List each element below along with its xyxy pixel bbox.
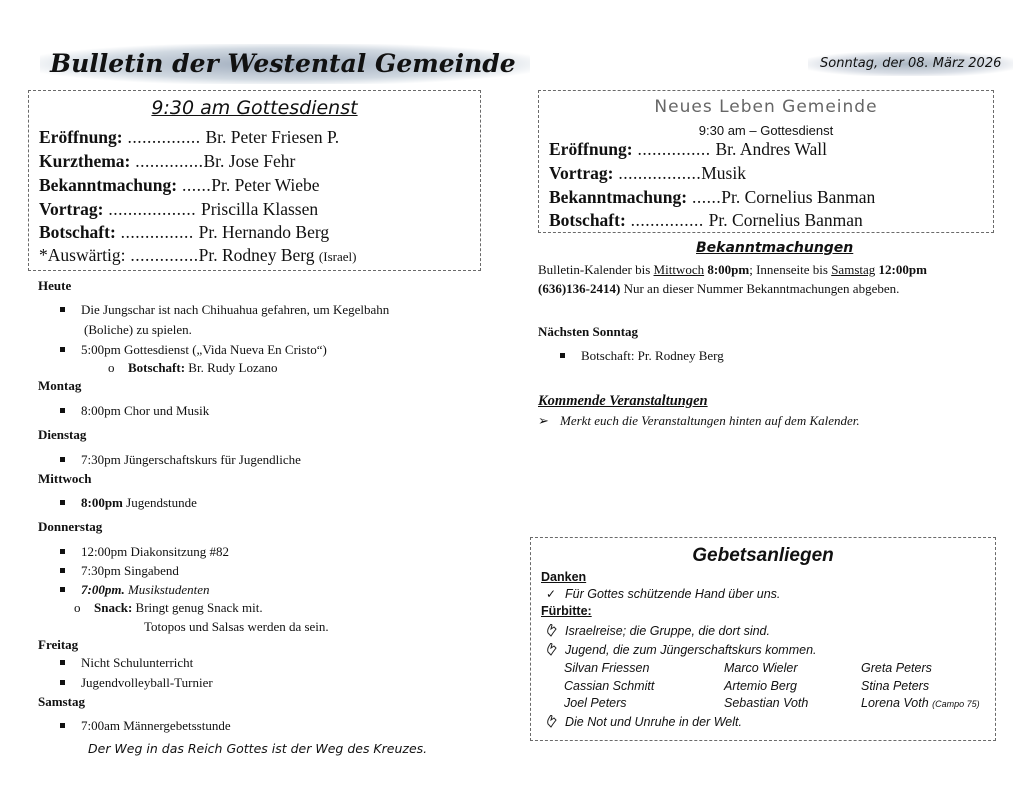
bullet-square-icon [60, 680, 65, 685]
item-text: Jugend, die zum Jüngerschaftskurs kommen. [565, 643, 817, 657]
neues-row [549, 139, 827, 160]
day-heading-thursday: Donnerstag [38, 519, 103, 534]
day-heading-wednesday: Mittwoch [38, 471, 92, 486]
list-item [60, 675, 213, 691]
service-heading: 9:30 am Gottesdienst [151, 97, 358, 119]
praying-hands-icon [537, 624, 565, 638]
role-dots: ...... [177, 175, 212, 195]
item-text: 7:30pm Jüngerschaftskurs für Jugendliche [81, 452, 301, 467]
ann-phone: (636)136-2414) [538, 281, 621, 296]
bullet-square-icon [60, 549, 65, 554]
list-item [60, 302, 389, 318]
list-item [60, 544, 229, 560]
list-item [60, 563, 179, 579]
ann-day: Mittwoch [653, 262, 705, 277]
role-label: Bekanntmachung: [39, 175, 178, 195]
role-label: Kurzthema: [39, 151, 131, 171]
arrow-bullet-icon: ➢ [538, 413, 549, 428]
bulletin-title: Bulletin der Westental Gemeinde [40, 44, 530, 84]
service-box [28, 90, 481, 271]
service-row [39, 199, 318, 220]
role-label: Botschaft: [39, 222, 116, 242]
item-text: Merkt euch die Veranstaltungen hinten auf dem Kalender. [560, 413, 860, 428]
role-label: Vortrag: [549, 163, 614, 183]
bullet-square-icon [60, 587, 65, 592]
announcement-line-2 [538, 281, 899, 297]
item-text: 7:00am Männergebetsstunde [81, 718, 231, 733]
checkmark-icon: ✓ [545, 587, 557, 601]
prayer-name [861, 696, 980, 710]
sub-label: Botschaft: [128, 360, 186, 375]
role-dots: .............. [125, 245, 199, 265]
list-item [560, 348, 724, 364]
ann-text: ; Innenseite bis [749, 262, 832, 277]
neues-row [549, 187, 875, 208]
role-dots: ............... [115, 222, 199, 242]
role-dots: ............... [632, 139, 716, 159]
thanks-heading: Danken [541, 570, 587, 584]
ann-time: 8:00pm [704, 262, 750, 277]
prayer-name: Cassian Schmitt [564, 679, 655, 693]
role-dots: .................. [103, 199, 201, 219]
events-heading: Kommende Veranstaltungen [538, 393, 708, 409]
role-dots: .............. [130, 151, 204, 171]
role-name: Br. Peter Friesen P. [205, 127, 340, 147]
list-item [60, 582, 210, 598]
role-name: Pr. Cornelius Banman [708, 210, 863, 230]
role-label: *Auswärtig: [39, 245, 126, 265]
name-text: Lorena Voth [861, 696, 929, 710]
list-item [60, 718, 231, 734]
day-heading-tuesday: Dienstag [38, 427, 87, 442]
bullet-square-icon [60, 500, 65, 505]
neues-leben-title: Neues Leben Gemeinde [654, 97, 878, 117]
bullet-square-icon [60, 568, 65, 573]
day-heading-today: Heute [38, 278, 72, 293]
bullet-square-icon [60, 408, 65, 413]
item-text: Musikstudenten [127, 582, 210, 597]
announcement-line-1 [538, 262, 927, 278]
sub-label: Snack: [94, 600, 133, 615]
next-sunday-heading: Nächsten Sonntag [538, 324, 639, 339]
service-row [39, 175, 320, 196]
praying-hands-icon [537, 715, 565, 729]
role-label: Bekanntmachung: [549, 187, 688, 207]
item-text: 12:00pm Diakonsitzung #82 [81, 544, 230, 559]
neues-leben-box [538, 90, 994, 233]
day-heading-monday: Montag [38, 378, 82, 393]
role-dots: ............... [625, 210, 709, 230]
list-item [538, 413, 860, 429]
bullet-circle-icon: o [74, 600, 81, 615]
item-text: 5:00pm Gottesdienst („Vida Nueva En Cristo“) [81, 342, 327, 357]
item-text: 8:00pm Chor und Musik [81, 403, 210, 418]
ann-day: Samstag [831, 262, 876, 277]
prayer-name: Greta Peters [861, 661, 932, 675]
prayer-name: Sebastian Voth [724, 696, 809, 710]
list-item [60, 655, 193, 671]
bullet-square-icon [60, 660, 65, 665]
bullet-square-icon [560, 353, 565, 358]
sub-value: Br. Rudy Lozano [188, 360, 278, 375]
bullet-square-icon [60, 457, 65, 462]
item-text: Nicht Schulunterricht [81, 655, 194, 670]
role-name: Br. Andres Wall [715, 139, 828, 159]
item-continuation: (Boliche) zu spielen. [84, 322, 192, 337]
service-row [39, 151, 295, 172]
list-item [60, 342, 327, 358]
announcements-title: Bekanntmachungen [696, 240, 854, 256]
service-row [39, 222, 329, 243]
bullet-square-icon [60, 723, 65, 728]
ann-text: Bulletin-Kalender bis [538, 262, 654, 277]
bulletin-date: Sonntag, der 08. März 2026 [808, 52, 1013, 76]
prayer-name: Marco Wieler [724, 661, 798, 675]
day-heading-saturday: Samstag [38, 694, 85, 709]
item-text: Botschaft: Pr. Rodney Berg [581, 348, 724, 363]
service-row [39, 245, 356, 266]
role-label: Vortrag: [39, 199, 104, 219]
thanks-item [537, 587, 780, 601]
role-name: Musik [701, 163, 746, 183]
neues-row [549, 210, 863, 231]
item-time: 7:00pm. [81, 582, 125, 597]
motto-text: Der Weg in das Reich Gottes ist der Weg des Kreuzes. [88, 741, 428, 756]
item-text: Jugendstunde [126, 495, 197, 510]
role-label: Botschaft: [549, 210, 626, 230]
name-note: (Campo 75) [932, 699, 980, 709]
prayer-name: Joel Peters [564, 696, 627, 710]
role-name: Br. Jose Fehr [203, 151, 296, 171]
service-row [39, 127, 339, 148]
item-text: Israelreise; die Gruppe, die dort sind. [565, 624, 770, 638]
list-item [60, 403, 209, 419]
item-time: 8:00pm [81, 495, 123, 510]
role-note: (Israel) [318, 249, 357, 264]
item-text: Die Jungschar ist nach Chihuahua gefahren, um Kegelbahn [81, 302, 390, 317]
bullet-square-icon [60, 347, 65, 352]
role-dots: ................. [613, 163, 702, 183]
prayer-title: Gebetsanliegen [692, 545, 834, 566]
day-heading-friday: Freitag [38, 637, 79, 652]
role-label: Eröffnung: [39, 127, 123, 147]
neues-row [549, 163, 746, 184]
role-name: Pr. Hernando Berg [198, 222, 330, 242]
role-label: Eröffnung: [549, 139, 633, 159]
role-name: Pr. Cornelius Banman [721, 187, 876, 207]
ann-text: Nur an dieser Nummer Bekanntmachungen abgeben. [620, 281, 900, 296]
ann-time: 12:00pm [875, 262, 927, 277]
list-item [60, 452, 301, 468]
sub-value: Bringt genug Snack mit. [135, 600, 263, 615]
item-text: Für Gottes schützende Hand über uns. [565, 587, 781, 601]
prayer-name: Stina Peters [861, 679, 930, 693]
prayer-name: Artemio Berg [724, 679, 797, 693]
role-name: Pr. Rodney Berg [198, 245, 315, 265]
bullet-square-icon [60, 307, 65, 312]
bullet-circle-icon: o [108, 360, 115, 375]
sub-continuation: Totopos und Salsas werden da sein. [144, 619, 329, 634]
intercession-heading: Fürbitte: [541, 604, 592, 618]
role-name: Priscilla Klassen [200, 199, 319, 219]
sub-item [74, 600, 263, 616]
role-name: Pr. Peter Wiebe [211, 175, 320, 195]
prayer-item [537, 624, 770, 638]
role-dots: ...... [687, 187, 722, 207]
item-text: Jugendvolleyball-Turnier [81, 675, 213, 690]
list-item [60, 495, 197, 511]
prayer-box [530, 537, 996, 741]
sub-item [108, 360, 277, 376]
neues-leben-subtitle: 9:30 am – Gottesdienst [698, 123, 834, 138]
praying-hands-icon [537, 643, 565, 657]
prayer-item [537, 643, 817, 657]
role-dots: ............... [122, 127, 206, 147]
item-text: Die Not und Unruhe in der Welt. [565, 715, 742, 729]
item-text: 7:30pm Singabend [81, 563, 179, 578]
prayer-name: Silvan Friessen [564, 661, 650, 675]
prayer-item [537, 715, 742, 729]
